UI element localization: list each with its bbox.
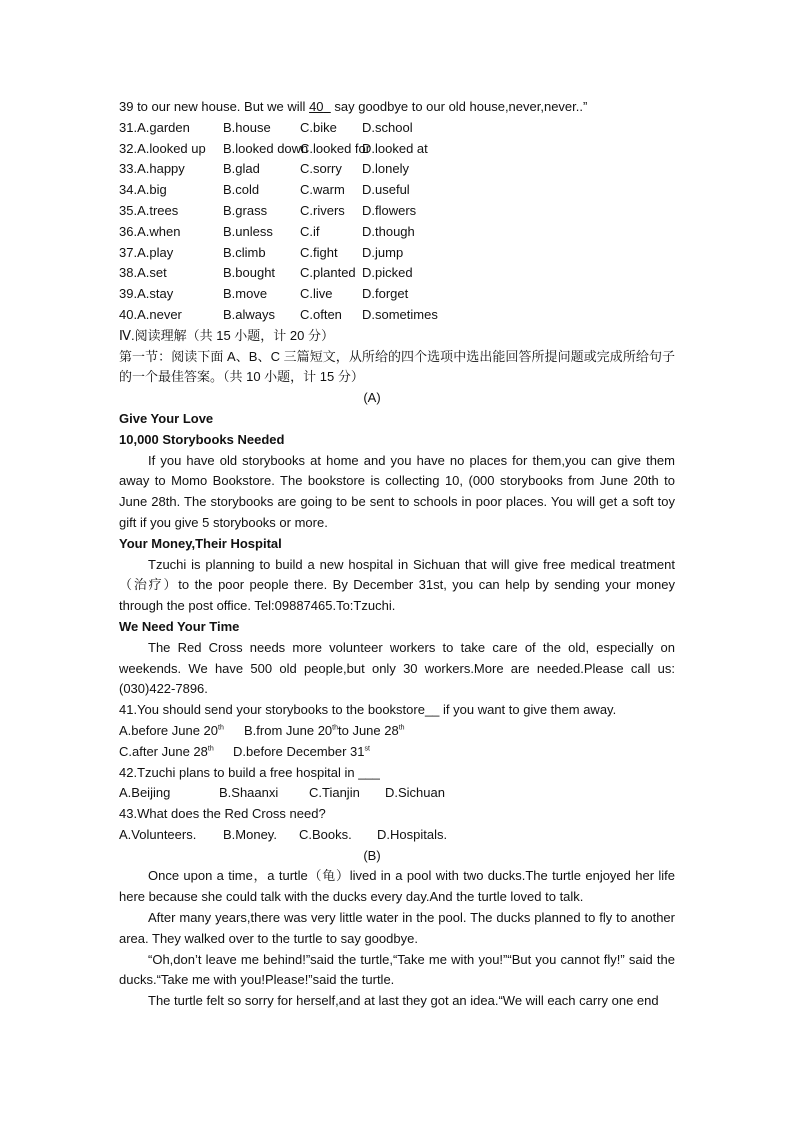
cloze-option-b: B.always (223, 306, 276, 322)
cloze-option-a: 34.A.big (119, 182, 167, 198)
q43-option-a: A.Volunteers. (119, 826, 197, 842)
cloze-option-a: 40.A.never (119, 306, 182, 322)
exam-page (119, 97, 675, 1012)
cloze-option-c: C.warm (300, 182, 345, 198)
cloze-option-row (119, 305, 675, 326)
passage-a-sub2: Your Money,Their Hospital (119, 535, 282, 551)
cloze-option-d: D.sometimes (362, 306, 438, 322)
cloze-option-c: C.live (300, 286, 333, 302)
cloze-option-row (119, 201, 675, 222)
passage-b-para1: Once upon a time，a turtle（龟）lived in a pool with two ducks.The turtle enjoyed her life here because she could talk with the ducks every day.And the turtle loved to talk. (119, 868, 675, 905)
passage-a-label: (A) (363, 390, 381, 406)
q41-option-c: C.after June 28th (119, 743, 214, 759)
q41-option-a: A.before June 20th (119, 722, 224, 738)
passage-b-para4: The turtle felt so sorry for herself,and at last they got an idea.“We will each carry one end (148, 993, 659, 1009)
cloze-option-a: 36.A.when (119, 223, 181, 239)
passage-b-para2: After many years,there was very little water in the pool. The ducks planned to fly to another area. They walked over to the turtle to say goodbye. (119, 910, 675, 946)
cloze-option-c: C.rivers (300, 202, 345, 218)
passage-a-title: Give Your Love (119, 410, 214, 426)
cloze-options-list (119, 118, 675, 326)
cloze-option-c: C.bike (300, 119, 337, 135)
cloze-option-row (119, 222, 675, 243)
cloze-option-d: D.jump (362, 244, 404, 260)
cloze-option-a: 35.A.trees (119, 202, 179, 218)
question-41-options-row1 (119, 721, 675, 742)
cloze-option-d: D.forget (362, 286, 409, 302)
question-41: 41.You should send your storybooks to the bookstore__ if you want to give them away. (119, 702, 617, 718)
cloze-option-d: D.flowers (362, 202, 417, 218)
cloze-tail-text: 39 to our new house. But we will (119, 99, 310, 114)
section-heading: Ⅳ.阅读理解（共 15 小题，计 20 分） (119, 327, 334, 343)
passage-a-sub3: We Need Your Time (119, 618, 240, 634)
cloze-option-b: B.climb (223, 244, 266, 260)
q41-option-d: D.before December 31st (233, 743, 370, 759)
passage-b-label: (B) (363, 847, 381, 863)
cloze-option-c: C.sorry (300, 161, 342, 177)
cloze-option-b: B.bought (223, 265, 276, 281)
cloze-option-row (119, 159, 675, 180)
cloze-option-c: C.fight (300, 244, 338, 260)
cloze-option-b: B.glad (223, 161, 260, 177)
cloze-option-c: C.looked for (300, 140, 371, 156)
cloze-option-d: D.school (362, 119, 413, 135)
cloze-tail-line (119, 97, 675, 118)
q42-option-c: C.Tianjin (309, 785, 360, 801)
cloze-option-row (119, 180, 675, 201)
question-43: 43.What does the Red Cross need? (119, 806, 326, 822)
cloze-option-b: B.unless (223, 223, 273, 239)
cloze-option-d: D.lonely (362, 161, 409, 177)
q41-option-b: B.from June 20thto June 28th (244, 722, 405, 738)
cloze-option-c: C.if (300, 223, 320, 239)
cloze-option-a: 33.A.happy (119, 161, 185, 177)
cloze-option-b: B.grass (223, 202, 268, 218)
cloze-option-d: D.useful (362, 182, 410, 198)
cloze-option-b: B.looked down (223, 140, 309, 156)
question-43-options (119, 825, 675, 846)
cloze-tail-end: say goodbye to our old house,never,never..” (330, 99, 588, 114)
cloze-option-b: B.cold (223, 182, 260, 198)
cloze-option-d: D.though (362, 223, 415, 239)
passage-a-sub1: 10,000 Storybooks Needed (119, 431, 285, 447)
cloze-option-c: C.planted (300, 265, 356, 281)
blank-40: 40 (309, 99, 324, 114)
cloze-option-b: B.house (223, 119, 271, 135)
cloze-option-row (119, 139, 675, 160)
passage-a-para2: Tzuchi is planning to build a new hospital in Sichuan that will give free medical treatment（治疗）to the poor people there. By December 31st, you can help by sending your money through the post office. Tel:09887465.To:Tzuchi. (119, 556, 675, 614)
question-41-options-row2 (119, 742, 675, 763)
q43-option-b: B.Money. (223, 826, 277, 842)
cloze-option-row (119, 243, 675, 264)
cloze-option-d: D.picked (362, 265, 413, 281)
question-42: 42.Tzuchi plans to build a free hospital in ___ (119, 764, 380, 780)
cloze-option-d: D.looked at (362, 140, 428, 156)
cloze-option-a: 32.A.looked up (119, 140, 206, 156)
cloze-option-c: C.often (300, 306, 342, 322)
q42-option-a: A.Beijing (119, 785, 171, 801)
cloze-option-a: 39.A.stay (119, 286, 174, 302)
section-instructions: 第一节：阅读下面 A、B、C 三篇短文，从所给的四个选项中选出能回答所提问题或完成所给句子的一个最佳答案。（共 10 小题，计 15 分） (119, 348, 675, 385)
cloze-option-a: 37.A.play (119, 244, 174, 260)
cloze-option-row (119, 118, 675, 139)
passage-a-para3: The Red Cross needs more volunteer workers to take care of the old, especially on weekends. We have 500 old people,but only 30 workers.More are needed.Please call us:(030)422-7896. (119, 639, 675, 697)
passage-b-para3: “Oh,don’t leave me behind!”said the turtle,“Take me with you!”“But you cannot fly!” said the ducks.“Take me with you!Please!”said the turtle. (119, 951, 675, 988)
cloze-option-row (119, 284, 675, 305)
q43-option-d: D.Hospitals. (377, 826, 448, 842)
q42-option-d: D.Sichuan (385, 785, 445, 801)
passage-a-para1: If you have old storybooks at home and you have no places for them,you can give them away to Momo Bookstore. The bookstore is collecting 10, (000 storybooks from June 20th to June 28th. The storybooks are going to be sent to schools in poor places. You will get a soft toy gift if you give 5 storybooks or more. (119, 452, 675, 530)
cloze-option-b: B.move (223, 286, 268, 302)
question-42-options (119, 783, 675, 804)
cloze-option-a: 31.A.garden (119, 119, 190, 135)
cloze-option-row (119, 263, 675, 284)
cloze-option-a: 38.A.set (119, 265, 167, 281)
q43-option-c: C.Books. (299, 826, 352, 842)
q42-option-b: B.Shaanxi (219, 785, 279, 801)
